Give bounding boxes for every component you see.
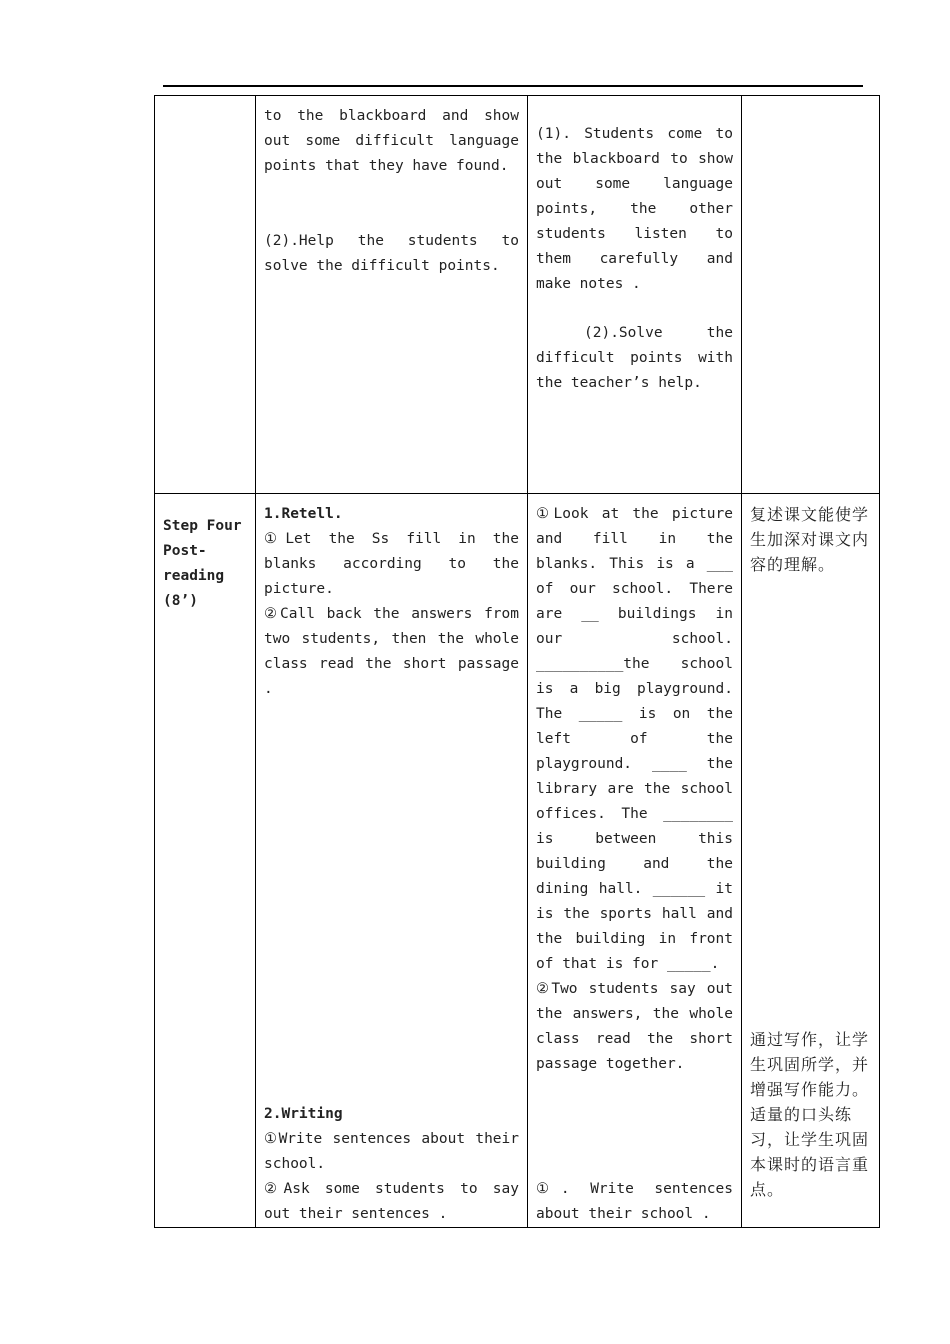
section-title-retell: 1.Retell. bbox=[264, 506, 343, 522]
student-text: ②Two students say out the answers, the whole class read the short passage together. bbox=[536, 981, 733, 1072]
step-label: Post- bbox=[163, 543, 207, 559]
step-time: (8’) bbox=[163, 593, 198, 609]
lesson-plan-table bbox=[154, 95, 880, 1228]
purpose-cell bbox=[742, 96, 880, 494]
student-text: ①Look at the picture and fill in the blanks. This is a ___ of our school. There are __ buildings in our school. __________the school is a big playground. The _____ is on the left of the playground. ____ the library are the school offices. The ________ is between this building and the dining hall. ______ it is the sports hall and the building in front of that is for _____. bbox=[536, 506, 733, 972]
table-row bbox=[155, 96, 880, 494]
student-text: (1). Students come to the blackboard to show out some language points, the other students listen to them carefully and make notes . bbox=[536, 126, 733, 292]
teacher-activity-cell bbox=[256, 494, 528, 1228]
teacher-text: to the blackboard and show out some difficult language points that they have found. bbox=[264, 108, 519, 174]
teacher-text: ②Ask some students to say out their sentences . bbox=[264, 1181, 519, 1222]
student-activity-cell bbox=[528, 96, 742, 494]
student-text: (2).Solve the difficult points with the teacher’s help. bbox=[536, 325, 733, 391]
purpose-text: 复述课文能使学生加深对课文内容的理解。 bbox=[750, 505, 870, 574]
purpose-text bbox=[742, 96, 879, 104]
student-text: ①. Write sentences about their school . bbox=[536, 1181, 733, 1222]
teacher-text: ②Call back the answers from two students, then the whole class read the short passage . bbox=[264, 606, 519, 697]
step-cell bbox=[155, 96, 256, 494]
teacher-activity-cell bbox=[256, 96, 528, 494]
step-cell bbox=[155, 494, 256, 1228]
purpose-cell bbox=[742, 494, 880, 1228]
teacher-text: ①Let the Ss fill in the blanks according to the picture. bbox=[264, 531, 519, 597]
student-activity-cell bbox=[528, 494, 742, 1228]
teacher-text: (2).Help the students to solve the difficult points. bbox=[264, 233, 519, 274]
section-title-writing: 2.Writing bbox=[264, 1106, 343, 1122]
table-row bbox=[155, 494, 880, 1228]
step-label: Step Four bbox=[163, 518, 242, 534]
step-label: reading bbox=[163, 568, 225, 584]
purpose-text: 通过写作，让学生巩固所学，并增强写作能力。适量的口头练习，让学生巩固本课时的语言重点。 bbox=[750, 1030, 870, 1199]
header-rule bbox=[163, 85, 863, 87]
teacher-text: ①Write sentences about their school. bbox=[264, 1131, 519, 1172]
